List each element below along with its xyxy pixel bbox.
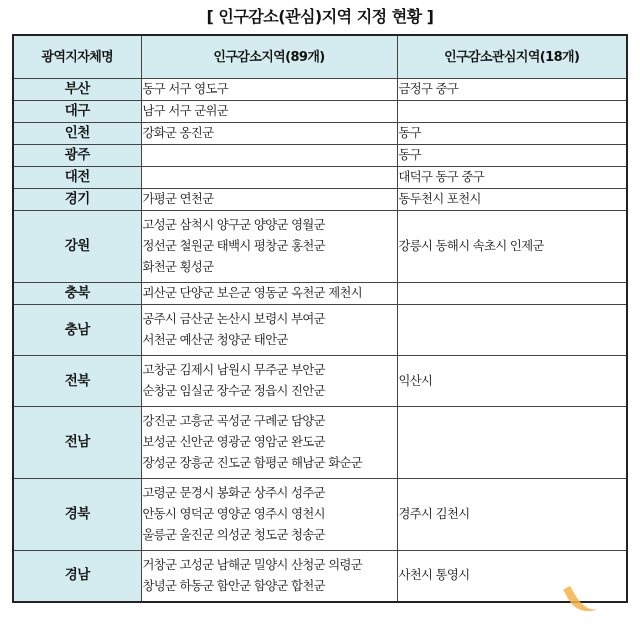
- interest-areas-cell: [397, 283, 627, 305]
- interest-areas-cell: 익산시: [397, 356, 627, 407]
- interest-areas-cell: 금정구 중구: [397, 79, 627, 101]
- decline-areas-line: 고령군 문경시 봉화군 상주시 성주군: [142, 486, 325, 500]
- decline-areas-line: 괴산군 단양군 보은군 영동군 옥천군 제천시: [142, 286, 363, 300]
- decline-areas-cell: [141, 356, 397, 407]
- region-name: 전북: [13, 356, 141, 407]
- decline-areas-line: 창녕군 하동군 함안군 함양군 합천군: [142, 578, 325, 593]
- interest-areas-cell: [397, 407, 627, 479]
- table-row: [13, 407, 627, 479]
- header-metro-government: 광역지자체명: [13, 35, 141, 79]
- interest-areas-cell: 강릉시 동해시 속초시 인제군: [397, 211, 627, 283]
- decline-areas-line: 정선군 철원군 태백시 평창군 홍천군: [142, 239, 325, 253]
- table-row: [13, 145, 627, 167]
- header-interest-areas: 인구감소관심지역(18개): [397, 35, 627, 79]
- region-designation-table: [12, 34, 628, 603]
- decline-areas-line: 서천군 예산군 청양군 태안군: [142, 333, 288, 347]
- decline-areas-cell: [141, 479, 397, 551]
- decline-areas-line: 보성군 신안군 영광군 영암군 완도군: [142, 435, 325, 449]
- decline-areas-line: 고성군 삼척시 양구군 양양군 영월군: [142, 218, 325, 232]
- decline-areas-line: 고창군 김제시 남원시 무주군 부안군: [142, 363, 325, 377]
- decline-areas-line: 강진군 고흥군 곡성군 구례군 담양군: [142, 414, 325, 428]
- decline-areas-line: 강화군 옹진군: [142, 126, 214, 140]
- decline-areas-cell: [141, 551, 397, 602]
- decline-areas-line: 남구 서구 군위군: [142, 104, 229, 118]
- decline-areas-line: 장성군 장흥군 진도군 함평군 해남군 화순군: [142, 456, 363, 470]
- decline-areas-line: 안동시 영덕군 영양군 영주시 영천시: [142, 507, 325, 521]
- region-name: 전남: [13, 407, 141, 479]
- decline-areas-cell: [141, 407, 397, 479]
- region-name: 부산: [13, 79, 141, 101]
- table-header-row: [13, 35, 627, 79]
- decline-areas-cell: [141, 123, 397, 145]
- table-row: [13, 79, 627, 101]
- interest-areas-cell: [397, 305, 627, 356]
- region-name: 인천: [13, 123, 141, 145]
- interest-areas-cell: 대덕구 동구 중구: [397, 167, 627, 189]
- region-name: 충북: [13, 283, 141, 305]
- decline-areas-cell: [141, 167, 397, 189]
- decline-areas-line: 울릉군 울진군 의성군 청도군 청송군: [142, 528, 325, 542]
- interest-areas-cell: 동구: [397, 123, 627, 145]
- decline-areas-cell: [141, 79, 397, 101]
- region-name: 강원: [13, 211, 141, 283]
- decline-areas-cell: [141, 101, 397, 123]
- region-name: 충남: [13, 305, 141, 356]
- table-row: [13, 551, 627, 602]
- region-name: 경북: [13, 479, 141, 551]
- interest-areas-cell: 동구: [397, 145, 627, 167]
- table-row: [13, 211, 627, 283]
- decline-areas-line: 화천군 횡성군: [142, 260, 214, 274]
- table-row: [13, 283, 627, 305]
- region-name: 경남: [13, 551, 141, 602]
- decline-areas-line: 동구 서구 영도구: [142, 82, 229, 96]
- decline-areas-line: 공주시 금산군 논산시 보령시 부여군: [142, 312, 325, 326]
- region-name: 광주: [13, 145, 141, 167]
- interest-areas-cell: 사천시 통영시: [397, 551, 627, 602]
- table-row: [13, 189, 627, 211]
- header-decline-areas: 인구감소지역(89개): [141, 35, 397, 79]
- decline-areas-cell: [141, 305, 397, 356]
- decline-areas-line: 거창군 고성군 남해군 밀양시 산청군 의령군: [142, 557, 363, 572]
- decline-areas-line: 가평군 연천군: [142, 192, 214, 206]
- region-name: 대구: [13, 101, 141, 123]
- page-title: [ 인구감소(관심)지역 지정 현황 ]: [206, 7, 434, 26]
- decline-areas-cell: [141, 145, 397, 167]
- decline-areas-line: 순창군 임실군 장수군 정읍시 진안군: [142, 384, 325, 398]
- region-name: 대전: [13, 167, 141, 189]
- interest-areas-cell: 경주시 김천시: [397, 479, 627, 551]
- interest-areas-cell: [397, 101, 627, 123]
- interest-areas-cell: 동두천시 포천시: [397, 189, 627, 211]
- decline-areas-cell: [141, 189, 397, 211]
- decline-areas-cell: [141, 211, 397, 283]
- table-row: [13, 123, 627, 145]
- table-row: [13, 479, 627, 551]
- decline-areas-cell: [141, 283, 397, 305]
- table-row: [13, 101, 627, 123]
- table-row: [13, 305, 627, 356]
- table-row: [13, 356, 627, 407]
- region-name: 경기: [13, 189, 141, 211]
- table-row: [13, 167, 627, 189]
